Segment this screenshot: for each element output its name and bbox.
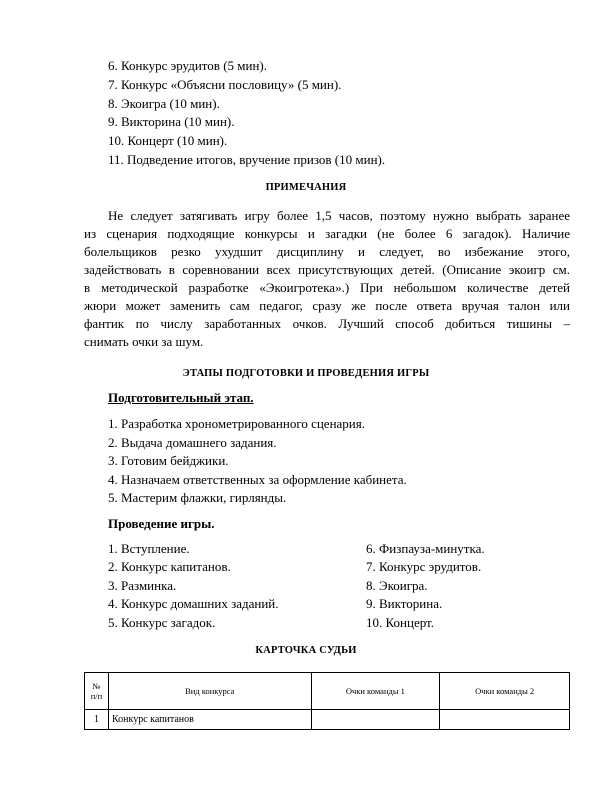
prep-stage-title: Подготовительный этап. — [108, 390, 254, 405]
notes-line: Не следует затягивать игру более 1,5 часов, поэтому нужно выбрать заранее — [108, 208, 570, 223]
run-item: 2. Конкурс капитанов. — [108, 559, 231, 574]
prep-item: 5. Мастерим флажки, гирлянды. — [108, 490, 287, 505]
program-item: 11. Подведение итогов, вручение призов (10 мин). — [108, 152, 386, 167]
table-row — [85, 710, 570, 730]
notes-line: из сценария подходящие конкурсы и загадки (не более 6 загадок). Наличие — [84, 226, 570, 241]
row-team1-score — [311, 710, 440, 730]
run-item: 5. Конкурс загадок. — [108, 615, 216, 630]
run-item: 1. Вступление. — [108, 541, 190, 556]
program-item: 10. Концерт (10 мин). — [108, 133, 228, 148]
program-item: 9. Викторина (10 мин). — [108, 114, 235, 129]
run-item: 8. Экоигра. — [366, 578, 428, 593]
col-header-team1: Очки команды 1 — [311, 673, 440, 710]
notes-line: в методической разработке «Экоигротека».) При небольшом количестве детей — [84, 280, 570, 295]
prep-item: 1. Разработка хронометрированного сценария. — [108, 416, 365, 431]
col-header-team2: Очки команды 2 — [440, 673, 570, 710]
run-item: 3. Разминка. — [108, 578, 177, 593]
prep-item: 3. Готовим бейджики. — [108, 453, 229, 468]
program-item: 8. Экоигра (10 мин). — [108, 96, 220, 111]
judge-card-table — [84, 672, 570, 730]
row-number: 1 — [85, 710, 109, 730]
program-item: 7. Конкурс «Объясни пословицу» (5 мин). — [108, 77, 342, 92]
run-item: 4. Конкурс домашних заданий. — [108, 596, 279, 611]
stages-heading: ЭТАПЫ ПОДГОТОВКИ И ПРОВЕДЕНИЯ ИГРЫ — [182, 368, 430, 379]
row-team2-score — [440, 710, 570, 730]
program-item: 6. Конкурс эрудитов (5 мин). — [108, 58, 267, 73]
run-item: 10. Концерт. — [366, 615, 434, 630]
notes-line: фантик по числу заработанных очков. Лучший способ добиться тишины – — [84, 316, 570, 331]
row-contest: Конкурс капитанов — [108, 710, 311, 730]
prep-item: 2. Выдача домашнего задания. — [108, 435, 277, 450]
notes-paragraph — [84, 207, 570, 351]
col-header-number: № п/п — [85, 673, 109, 710]
run-item: 6. Физпауза-минутка. — [366, 541, 485, 556]
run-stage-title: Проведение игры. — [108, 516, 215, 531]
prep-item: 4. Назначаем ответственных за оформление кабинета. — [108, 472, 407, 487]
run-item: 7. Конкурс эрудитов. — [366, 559, 482, 574]
notes-line: жюри может заменить сам педагог, сразу же после ответа вручая талон или — [84, 298, 570, 313]
card-heading: КАРТОЧКА СУДЬИ — [255, 645, 357, 656]
notes-line: болельщиков резко ухудшит дисциплину и следует, во избежание этого, — [84, 244, 570, 259]
notes-line: задействовать в соревновании всех присутствующих детей. (Описание экоигр см. — [84, 262, 570, 277]
notes-heading: ПРИМЕЧАНИЯ — [265, 182, 347, 193]
run-item: 9. Викторина. — [366, 596, 443, 611]
notes-line: снимать очки за шум. — [84, 334, 204, 349]
col-header-contest: Вид конкурса — [108, 673, 311, 710]
table-header-row — [85, 673, 570, 710]
